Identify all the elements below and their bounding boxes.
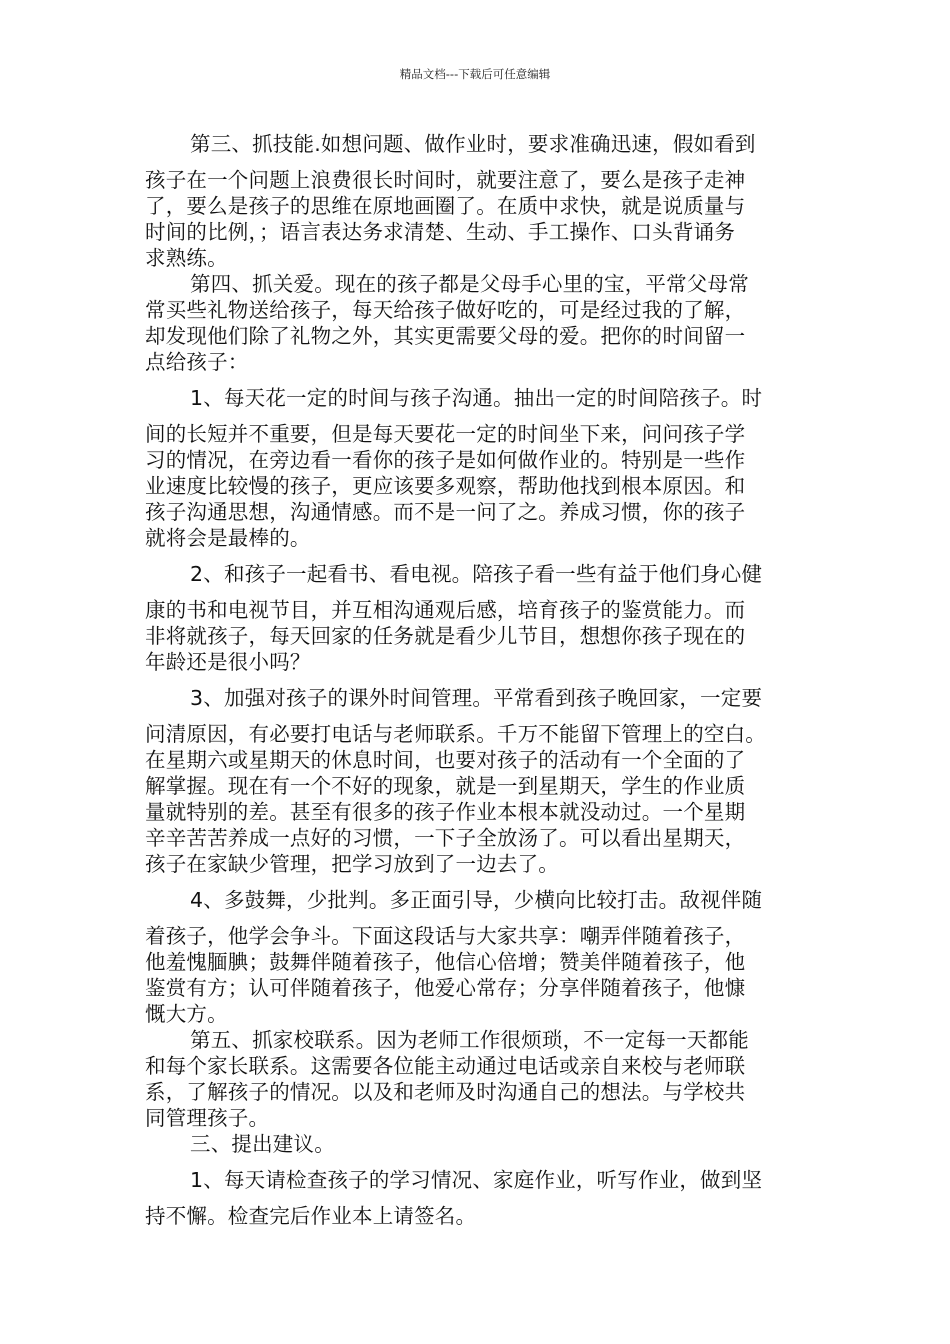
text-line: 业速度比较慢的孩子，更应该要多观察，帮助他找到根本原因。和 [145,474,746,498]
text-line: 非将就孩子，每天回家的任务就是看少儿节目，想想你孩子现在的 [145,624,746,648]
text-line: 2、和孩子一起看书、看电视。陪孩子看一些有益于他们身心健 [190,562,763,586]
page-header: 精品文档---下载后可任意编辑 [399,67,551,81]
text-line: 孩子沟通思想，沟通情感。而不是一问了之。养成习惯，你的孩子 [145,500,746,524]
text-line: 1、每天请检查孩子的学习情况、家庭作业，听写作业，做到坚 [190,1168,763,1192]
text-line: 在星期六或星期天的休息时间，也要对孩子的活动有一个全面的了 [145,748,746,772]
text-line: 问清原因，有必要打电话与老师联系。千万不能留下管理上的空白。 [145,722,766,746]
text-line: 孩子在家缺少管理，把学习放到了一边去了。 [145,852,559,876]
text-line: 3、加强对孩子的课外时间管理。平常看到孩子晚回家，一定要 [190,686,763,710]
text-line: 解掌握。现在有一个不好的现象，就是一到星期天，学生的作业质 [145,774,746,798]
text-line: 年龄还是很小吗？ [145,650,311,674]
document-body [145,131,815,1229]
text-line: 和每个家长联系。这需要各位能主动通过电话或亲自来校与老师联 [145,1054,746,1078]
text-line: 第五、抓家校联系。因为老师工作很烦琐，不一定每一天都能 [190,1028,749,1052]
text-line: 就将会是最棒的。 [145,526,311,550]
text-line: 却发现他们除了礼物之外，其实更需要父母的爱。把你的时间留一 [145,324,746,348]
text-line: 辛辛苦苦养成一点好的习惯，一下子全放汤了。可以看出星期天， [145,826,746,850]
text-line: 习的情况，在旁边看一看你的孩子是如何做作业的。特别是一些作 [145,448,746,472]
text-line: 第三、抓技能.如想问题、做作业时，要求准确迅速，假如看到 [190,132,756,156]
text-line: 间的长短并不重要，但是每天要花一定的时间坐下来，问问孩子学 [145,422,746,446]
text-line: 系，了解孩子的情况。以及和老师及时沟通自己的想法。与学校共 [145,1080,746,1104]
text-line: 点给孩子： [145,350,249,374]
text-line: 慨大方。 [145,1002,228,1026]
text-line: 康的书和电视节目，并互相沟通观后感，培育孩子的鉴赏能力。而 [145,598,746,622]
text-line: 孩子在一个问题上浪费很长时间时，就要注意了，要么是孩子走神 [145,168,746,192]
text-line: 4、多鼓舞，少批判。多正面引导，少横向比较打击。敌视伴随 [190,888,763,912]
text-line: 量就特别的差。甚至有很多的孩子作业本根本就没动过。一个星期 [145,800,746,824]
text-line: 第四、抓关爱。现在的孩子都是父母手心里的宝，平常父母常 [190,272,749,296]
text-line: 同管理孩子。 [145,1106,270,1130]
text-line: 三、提出建议。 [190,1132,335,1156]
text-line: 持不懈。检查完后作业本上请签名。 [145,1204,477,1228]
text-line: 时间的比例，；语言表达务求清楚、生动、手工操作、口头背诵务 [145,220,736,244]
text-line: 着孩子，他学会争斗。下面这段话与大家共享：嘲弄伴随着孩子， [145,924,746,948]
text-line: 了，要么是孩子的思维在原地画圈了。在质中求快，就是说质量与 [145,194,746,218]
text-line: 鉴赏有方；认可伴随着孩子，他爱心常存；分享伴随着孩子，他慷 [145,976,746,1000]
text-line: 1、每天花一定的时间与孩子沟通。抽出一定的时间陪孩子。时 [190,386,763,410]
text-line: 他羞愧腼腆；鼓舞伴随着孩子，他信心倍增；赞美伴随着孩子，他 [145,950,746,974]
text-line: 求熟练。 [145,246,228,270]
text-line: 常买些礼物送给孩子，每天给孩子做好吃的，可是经过我的了解， [145,298,746,322]
